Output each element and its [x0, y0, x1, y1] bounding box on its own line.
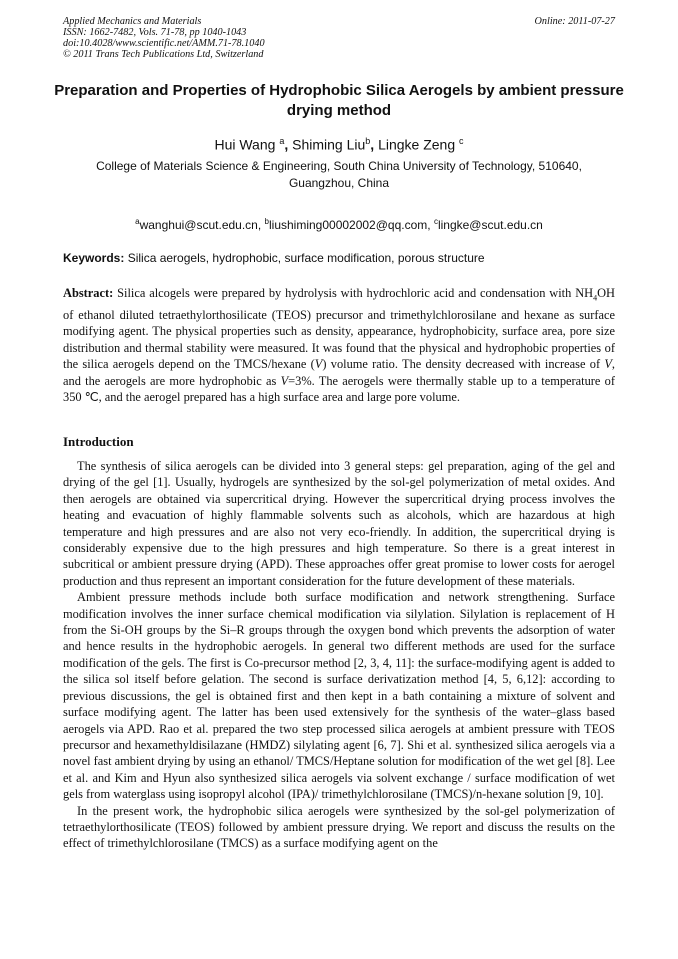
abstract-text: , and the aerogels are more hydrophobic as: [63, 357, 616, 388]
journal-header: [63, 16, 615, 60]
keywords-label: Keywords:: [63, 251, 125, 265]
copyright-line: © 2011 Trans Tech Publications Ltd, Switzerland: [63, 49, 264, 60]
affiliation: College of Materials Science & Engineering, South China University of Technology, 510640, Guangzhou, China: [96, 159, 582, 190]
email-address[interactable]: lingke@scut.edu.cn: [437, 218, 543, 232]
journal-name: Applied Mechanics and Materials: [63, 16, 202, 27]
keywords: [63, 250, 615, 266]
subscript: 4: [593, 293, 598, 303]
email-mark: b: [264, 217, 269, 226]
keywords-text: Silica aerogels, hydrophobic, surface modification, porous structure: [127, 251, 485, 265]
abstract: [63, 285, 615, 405]
author-mark: c: [459, 136, 464, 146]
variable: V: [280, 373, 289, 388]
abstract-text: Silica alcogels were prepared by hydrolysis with hydrochloric acid and condensation with NH: [117, 286, 594, 300]
email-mark: c: [433, 217, 438, 226]
paragraph: In the present work, the hydrophobic silica aerogels were synthesized by the sol-gel polymerization of tetraethylorthosilicate (TEOS) followed by ambient pressure drying. We report and discuss the results on the effect of trimethylchlorosilane (TMCS) as a surface modifying agent on the: [63, 803, 615, 851]
author-name: Hui Wang: [214, 136, 276, 153]
author-mark: b: [365, 136, 371, 146]
author-name: Shiming Liu: [292, 136, 366, 153]
variable: V: [314, 357, 323, 372]
author-name: Lingke Zeng: [378, 136, 456, 153]
doi-line: doi:10.4028/www.scientific.net/AMM.71-78.1040: [63, 38, 265, 49]
abstract-label: Abstract:: [63, 286, 114, 300]
abstract-text: OH of ethanol diluted tetraethylorthosilicate (TEOS) precursor and trimethylchlorosilane and hexane as surface modifying agent. The physical properties such as density, appearance, hydrophobicity, surface area, pore size distribution and thermal stability were measured. It was found that the physical and hydrophobic properties of the silica aerogels depend on the TMCS/hexane (: [63, 286, 615, 372]
paragraph: The synthesis of silica aerogels can be divided into 3 general steps: gel preparation, aging of the gel and drying of the gel [1]. Usually, hydrogels are synthesized by the sol-gel polymerization of metal oxides. And then aerogels are obtained via supercritical drying. However the supercritical drying process involves the heating and evacuation of highly flammable solvents such as alcohols, which are hazardous at high temperature and high pressures and are also not very eco-friendly. In addition, the supercritical drying is considerably expensive due to the high pressures and high temperature. So there is a great interest in subcritical or ambient pressure drying (APD). These approaches offer great promise to lower costs for aerogel production and thus represent an important consideration for the future development of these materials.: [63, 459, 615, 588]
abstract-text: ) volume ratio. The density decreased with increase of: [322, 357, 605, 372]
email-address[interactable]: wanghui@scut.edu.cn,: [139, 218, 262, 232]
introduction-body: [63, 458, 615, 852]
email-mark: a: [135, 217, 140, 226]
paragraph: Ambient pressure methods include both surface modification and network strengthening. Surface modification involves the inner surface chemical modification via silylation. Silylation is replacement of H from the Si-OH groups by the Si–R groups through the oxygen bond which prevents the adsorption of water and hence results in the hydrophobic aerogels. In general two different methods are used for the surface modification of the gels. The first is Co-precursor method [2, 3, 4, 11]: the surface-modifying agent is added to the silica sol itself before gelation. The second is surface derivatization method [4, 5, 6,12]: according to previous discussions, the gel is obtained first and then kept in a bath containing a mixture of solvent and surface modifying agent. The latter has been used extensively for the synthesis of the water–glass based aerogels via APD. Rao et al. prepared the two step processed silica aerogels at ambient pressure with TEOS precursor and hexamethyldisilazane (HMDZ) silylating agent [6, 7]. Shi et al. synthesized silica aerogels via a novel fast ambient drying by using an ethanol/ TMCS/Heptane solution for modification of the wet gel [8]. Lee et al. and Kim and Hyun also synthesized silica aerogels via solvent exchange / surface modification of wet gels from waterglass using isopropyl alcohol (IPA)/ trimethylchlorosilane (TMCS)/n-hexane solution [9, 10].: [63, 590, 615, 802]
email-address[interactable]: liushiming00002002@qq.com,: [268, 218, 431, 232]
author-list: Hui Wang $^a$, Shiming Liu$^b$, Lingke Zeng $^c$: [214, 136, 464, 153]
section-heading: Introduction: [63, 434, 134, 449]
online-date: Online: 2011-07-27: [534, 16, 615, 27]
author-mark: a: [279, 136, 285, 146]
email-list: [40, 214, 638, 233]
variable: V: [604, 357, 612, 372]
abstract-text: =3%. The aerogels were thermally stable up to a temperature of 350 ℃, and the aerogel prepared has a high surface area and large pore volume.: [63, 373, 616, 404]
issn-line: ISSN: 1662-7482, Vols. 71-78, pp 1040-1043: [63, 27, 247, 38]
paper-title: Preparation and Properties of Hydrophobic Silica Aerogels by ambient pressure drying method: [54, 82, 624, 119]
